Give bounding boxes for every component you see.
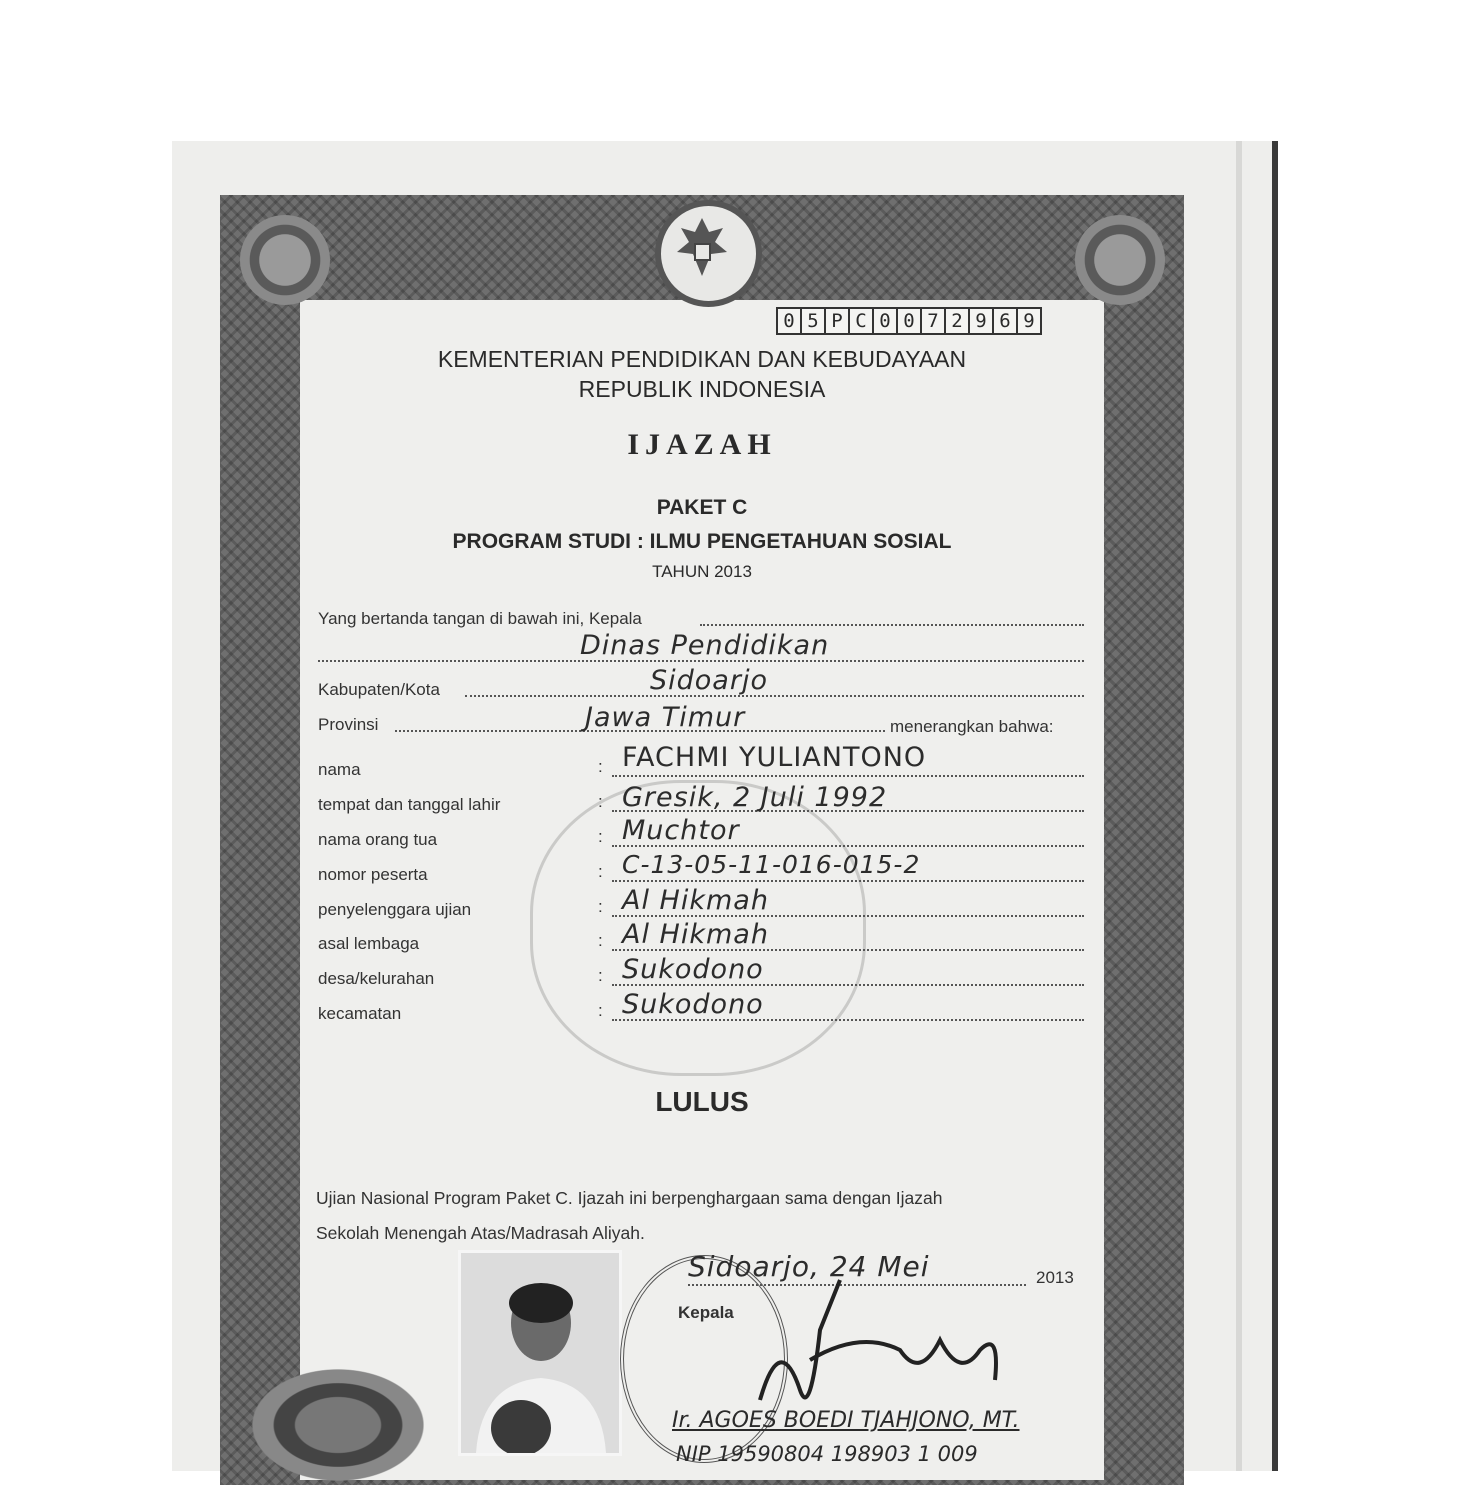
- signing-year: 2013: [1036, 1268, 1074, 1287]
- head-office-value: Dinas Pendidikan: [580, 630, 830, 661]
- signer-nip: NIP 19590804 198903 1 009: [676, 1442, 978, 1466]
- package-name: PAKET C: [656, 496, 748, 519]
- field-colon: :: [598, 757, 603, 776]
- country-name: REPUBLIK INDONESIA: [578, 376, 826, 402]
- student-photo: [458, 1250, 622, 1456]
- signer-name: Ir. AGOES BOEDI TJAHJONO, MT.: [672, 1408, 1020, 1433]
- province-value: Jawa Timur: [585, 702, 746, 733]
- serial-number: 0 5 P C 0 0 7 2 9 6 9: [778, 307, 1042, 335]
- field-label-parent: nama orang tua: [318, 830, 438, 849]
- field-label-village: desa/kelurahan: [318, 969, 435, 988]
- district-value: Sidoarjo: [650, 665, 768, 696]
- garuda-emblem-icon: [655, 200, 762, 307]
- province-label: Provinsi: [318, 715, 379, 734]
- ministry-name: KEMENTERIAN PENDIDIKAN DAN KEBUDAYAAN: [437, 346, 967, 372]
- page-fold: [1236, 141, 1242, 1471]
- statement-line-2: Sekolah Menengah Atas/Madrasah Aliyah.: [316, 1223, 645, 1243]
- field-colon: :: [598, 931, 603, 950]
- field-value-village: Sukodono: [622, 954, 764, 985]
- field-colon: :: [598, 966, 603, 985]
- field-colon: :: [598, 897, 603, 916]
- corner-ornament-left: [240, 215, 330, 305]
- intro-suffix: menerangkan bahwa:: [890, 717, 1054, 736]
- signer-position: Kepala: [678, 1303, 734, 1322]
- document-title: IJAZAH: [627, 428, 777, 461]
- field-value-parent: Muchtor: [622, 815, 740, 846]
- field-colon: :: [598, 1001, 603, 1020]
- field-label-participant-number: nomor peserta: [318, 865, 428, 884]
- exam-result: LULUS: [655, 1086, 749, 1117]
- field-colon: :: [598, 862, 603, 881]
- field-value-exam-organizer: Al Hikmah: [622, 885, 769, 916]
- dotted-line: [612, 880, 1084, 882]
- field-label-name: nama: [318, 760, 361, 779]
- scan-edge: [1272, 141, 1278, 1471]
- intro-prefix: Yang bertanda tangan di bawah ini, Kepala: [318, 609, 642, 628]
- field-colon: :: [598, 792, 603, 811]
- field-value-name: FACHMI YULIANTONO: [622, 742, 927, 773]
- field-value-birth: Gresik, 2 Juli 1992: [622, 782, 888, 813]
- dotted-line: [612, 775, 1084, 777]
- field-label-exam-organizer: penyelenggara ujian: [318, 900, 472, 919]
- district-label: Kabupaten/Kota: [318, 680, 440, 699]
- field-value-participant-number: C-13-05-11-016-015-2: [622, 850, 921, 879]
- field-value-institution: Al Hikmah: [622, 919, 769, 950]
- dotted-line: [700, 624, 1084, 626]
- field-colon: :: [598, 827, 603, 846]
- signature-scribble: [740, 1270, 1020, 1420]
- field-label-birth: tempat dan tanggal lahir: [318, 795, 501, 814]
- field-label-institution: asal lembaga: [318, 934, 420, 953]
- study-program: PROGRAM STUDI : ILMU PENGETAHUAN SOSIAL: [452, 530, 952, 553]
- field-value-subdistrict: Sukodono: [622, 989, 764, 1020]
- exam-year: TAHUN 2013: [652, 562, 752, 581]
- field-label-subdistrict: kecamatan: [318, 1004, 402, 1023]
- dotted-line: [465, 695, 1084, 697]
- signing-place-date: Sidoarjo, 24 Mei: [688, 1250, 930, 1283]
- corner-ornament-right: [1075, 215, 1165, 305]
- statement-line-1: Ujian Nasional Program Paket C. Ijazah ini berpenghargaan sama dengan Ijazah: [316, 1188, 943, 1208]
